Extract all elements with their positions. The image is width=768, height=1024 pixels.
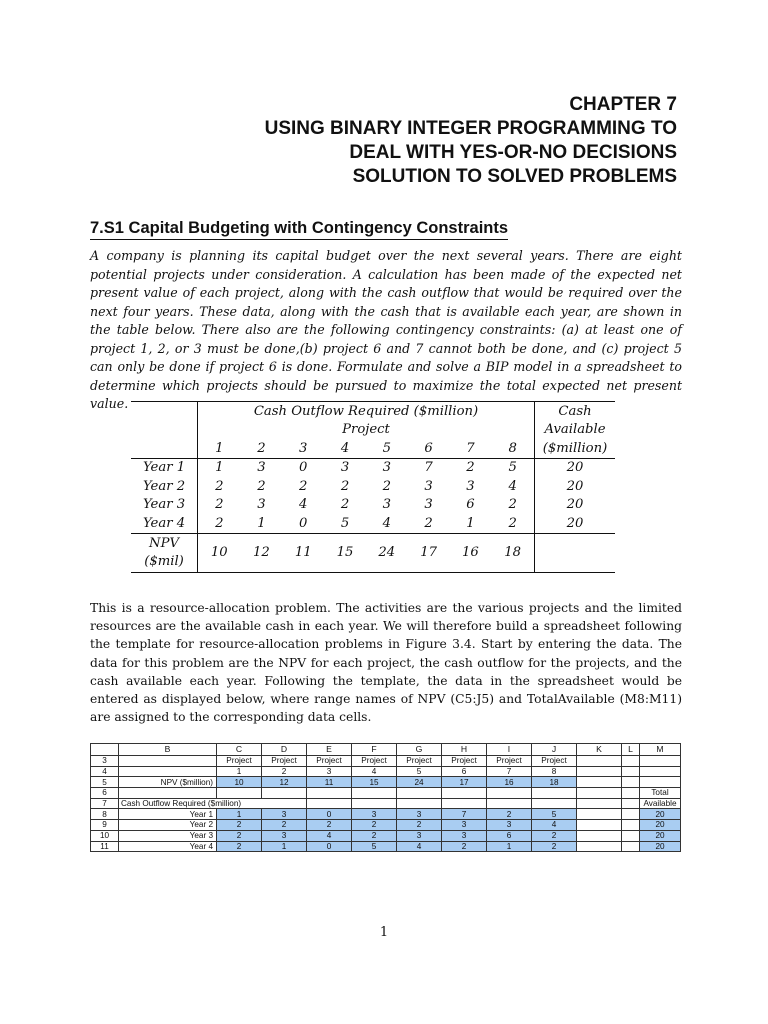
- cell-value: 2: [340, 497, 350, 513]
- cell-value: 3: [382, 497, 392, 513]
- sheet-cell: Project: [217, 756, 262, 767]
- column-header: E: [307, 744, 352, 756]
- total-header: Total: [640, 788, 681, 799]
- column-header: K: [577, 744, 622, 756]
- sheet-row: [91, 798, 681, 809]
- outflow-cell[interactable]: 4: [532, 820, 577, 831]
- cash-value: 20: [535, 477, 616, 496]
- cell-value: 1: [198, 458, 241, 477]
- npv-label: NPV: [149, 535, 179, 551]
- project-header: Project: [198, 421, 535, 440]
- npv-cell[interactable]: 17: [442, 777, 487, 788]
- npv-cell[interactable]: 12: [262, 777, 307, 788]
- available-cell[interactable]: 20: [640, 830, 681, 841]
- cell-value: 2: [466, 460, 475, 476]
- npv-value: 10: [198, 533, 241, 572]
- project-number: 3: [282, 439, 324, 458]
- column-header: D: [262, 744, 307, 756]
- year-label: Year 1: [143, 460, 186, 476]
- cell-value: 2: [382, 478, 392, 494]
- cell-value: 2: [508, 497, 517, 513]
- intro-paragraph: A company is planning its capital budget over the next several years. There are eight potential projects under consideration. A calculation has been made of the expected net present value of each project, along with the cash outflow that would be required over the next four years. These data, along with the cash that is available each year, are shown in the table below. There also are the following contingency constraints: (a) at least one of project 1, 2, or 3 must be done,(b) project 6 and 7 cannot both be done, and (c) project 5 can only be done if project 6 is done. Formulate and solve a BIP model in a spreadsheet to determine which projects should be pursued to maximize the total expected net present value.: [90, 248, 682, 411]
- chapter-title-line2: DEAL WITH YES-OR-NO DECISIONS: [349, 142, 677, 163]
- sheet-row: [91, 841, 681, 852]
- cell-value: 2: [198, 477, 241, 496]
- sheet-cell: 3: [307, 766, 352, 777]
- outflow-cell[interactable]: 3: [442, 820, 487, 831]
- npv-value: 12: [241, 533, 283, 572]
- outflow-cell[interactable]: 6: [487, 830, 532, 841]
- cell-value: 4: [508, 478, 517, 494]
- cell-value: 6: [466, 497, 475, 513]
- outflow-cell[interactable]: 2: [352, 820, 397, 831]
- npv-value: 24: [366, 533, 408, 572]
- outflow-header: Cash Outflow Required ($million): [198, 402, 535, 421]
- row-number: 4: [91, 766, 119, 777]
- table-row: [131, 458, 615, 477]
- outflow-cell[interactable]: 4: [307, 830, 352, 841]
- chapter-heading: [265, 93, 677, 189]
- outflow-cell[interactable]: 5: [352, 841, 397, 852]
- npv-value: 16: [450, 533, 492, 572]
- year-label: Year 2: [143, 478, 186, 494]
- npv-cell[interactable]: 18: [532, 777, 577, 788]
- outflow-cell[interactable]: 0: [307, 841, 352, 852]
- row-number: 3: [91, 756, 119, 767]
- column-header: M: [640, 744, 681, 756]
- sheet-cell: 8: [532, 766, 577, 777]
- spreadsheet: [90, 743, 681, 852]
- problem-data-table: [131, 401, 615, 573]
- cell-value: 2: [257, 478, 266, 494]
- year-label: Year 4: [119, 841, 217, 852]
- column-header: C: [217, 744, 262, 756]
- outflow-cell[interactable]: 3: [262, 830, 307, 841]
- sheet-cell: Project: [352, 756, 397, 767]
- column-header: G: [397, 744, 442, 756]
- outflow-cell[interactable]: 1: [487, 841, 532, 852]
- table-row: [131, 477, 615, 496]
- outflow-cell[interactable]: 2: [532, 841, 577, 852]
- sheet-row: [91, 766, 681, 777]
- outflow-cell[interactable]: 2: [307, 820, 352, 831]
- cell-value: 1: [241, 514, 283, 533]
- npv-value: 18: [491, 533, 534, 572]
- outflow-cell[interactable]: 3: [262, 809, 307, 820]
- outflow-cell[interactable]: 1: [217, 809, 262, 820]
- npv-row-label: NPV ($million): [119, 777, 217, 788]
- cell-value: 2: [408, 514, 450, 533]
- column-header: I: [487, 744, 532, 756]
- outflow-cell[interactable]: 7: [442, 809, 487, 820]
- outflow-cell[interactable]: 2: [442, 841, 487, 852]
- outflow-cell[interactable]: 3: [442, 830, 487, 841]
- body-paragraph: This is a resource-allocation problem. The activities are the various projects and the limited resources are the available cash in each year. We will therefore build a spreadsheet following the template for resource-allocation problems in Figure 3.4. Start by entering the data. The data for this problem are the NPV for each project, the cash outflow for the projects, and the cash available each year. Following the template, the data in the spreadsheet would be entered as displayed below, where range names of NPV (C5:J5) and TotalAvailable (M8:M11) are assigned to the corresponding data cells.: [90, 601, 682, 725]
- outflow-cell[interactable]: 4: [397, 841, 442, 852]
- npv-cell[interactable]: 16: [487, 777, 532, 788]
- cell-value: 4: [366, 514, 408, 533]
- project-number: 1: [198, 439, 241, 458]
- row-number: 5: [91, 777, 119, 788]
- cell-value: 3: [424, 478, 433, 494]
- npv-cell[interactable]: 11: [307, 777, 352, 788]
- available-cell[interactable]: 20: [640, 820, 681, 831]
- cell-value: 2: [299, 478, 308, 494]
- outflow-cell[interactable]: 2: [487, 809, 532, 820]
- outflow-cell[interactable]: 3: [487, 820, 532, 831]
- year-label: Year 2: [119, 820, 217, 831]
- column-header-row: [91, 744, 681, 756]
- sheet-cell: 7: [487, 766, 532, 777]
- sheet-row: [91, 788, 681, 799]
- cash-value: 20: [535, 514, 616, 533]
- year-label: Year 3: [143, 497, 186, 513]
- year-label: Year 1: [119, 809, 217, 820]
- npv-value: 15: [324, 533, 366, 572]
- cell-value: 0: [299, 460, 308, 476]
- cash-header-2: Available: [535, 421, 616, 440]
- cell-value: 5: [324, 514, 366, 533]
- sheet-row: [91, 777, 681, 788]
- outflow-label: Cash Outflow Required ($million): [119, 798, 307, 809]
- npv-cell[interactable]: 15: [352, 777, 397, 788]
- project-number: 8: [491, 439, 534, 458]
- column-header: L: [622, 744, 640, 756]
- column-header: J: [532, 744, 577, 756]
- outflow-cell[interactable]: 2: [532, 830, 577, 841]
- sheet-row: [91, 809, 681, 820]
- cash-header-1: Cash: [535, 402, 616, 421]
- cell-value: 3: [340, 460, 350, 476]
- outflow-cell[interactable]: 2: [217, 841, 262, 852]
- outflow-cell[interactable]: 1: [262, 841, 307, 852]
- cell-value: 2: [491, 514, 534, 533]
- sheet-row: [91, 820, 681, 831]
- column-header: H: [442, 744, 487, 756]
- page-number: 1: [379, 925, 389, 940]
- project-number: 4: [324, 439, 366, 458]
- outflow-cell[interactable]: 2: [262, 820, 307, 831]
- cell-value: 0: [282, 514, 324, 533]
- cash-value: 20: [535, 496, 616, 515]
- cell-value: 2: [198, 514, 241, 533]
- cell-value: 3: [466, 478, 475, 494]
- cell-value: 2: [198, 496, 241, 515]
- outflow-cell[interactable]: 2: [217, 820, 262, 831]
- sheet-cell: Project: [262, 756, 307, 767]
- cell-value: 2: [340, 478, 350, 494]
- outflow-cell[interactable]: 3: [397, 830, 442, 841]
- section-title: 7.S1 Capital Budgeting with Contingency Constraints: [90, 219, 508, 240]
- available-header: Available: [640, 798, 681, 809]
- sheet-row: [91, 756, 681, 767]
- sheet-cell: 4: [352, 766, 397, 777]
- row-number: 6: [91, 788, 119, 799]
- outflow-cell[interactable]: 2: [397, 820, 442, 831]
- column-header: B: [119, 744, 217, 756]
- available-cell[interactable]: 20: [640, 809, 681, 820]
- row-number: 10: [91, 830, 119, 841]
- sheet-cell: Project: [307, 756, 352, 767]
- cash-header-3: ($million): [535, 439, 616, 458]
- row-number: 11: [91, 841, 119, 852]
- outflow-cell[interactable]: 3: [397, 809, 442, 820]
- sheet-cell: Project: [532, 756, 577, 767]
- sheet-cell: 2: [262, 766, 307, 777]
- chapter-number: CHAPTER 7: [569, 94, 677, 115]
- cash-value: 20: [535, 458, 616, 477]
- row-number: 8: [91, 809, 119, 820]
- chapter-subtitle: SOLUTION TO SOLVED PROBLEMS: [352, 166, 677, 187]
- sheet-row: [91, 830, 681, 841]
- sheet-cell: 1: [217, 766, 262, 777]
- cell-value: 4: [299, 497, 308, 513]
- npv-value: 11: [282, 533, 324, 572]
- chapter-title-line1: USING BINARY INTEGER PROGRAMMING TO: [264, 118, 677, 139]
- available-cell[interactable]: 20: [640, 841, 681, 852]
- cell-value: 3: [424, 497, 433, 513]
- sheet-cell: Project: [397, 756, 442, 767]
- project-number: 5: [366, 439, 408, 458]
- cell-value: 1: [450, 514, 492, 533]
- cell-value: 7: [424, 460, 433, 476]
- npv-row: [131, 533, 615, 572]
- year-label: Year 3: [119, 830, 217, 841]
- outflow-cell[interactable]: 0: [307, 809, 352, 820]
- sheet-cell: Project: [487, 756, 532, 767]
- project-number: 7: [450, 439, 492, 458]
- cell-value: 3: [257, 460, 266, 476]
- npv-cell[interactable]: 10: [217, 777, 262, 788]
- project-number: 6: [408, 439, 450, 458]
- table-row: [131, 514, 615, 533]
- project-number: 2: [241, 439, 283, 458]
- column-header: F: [352, 744, 397, 756]
- row-number: 7: [91, 798, 119, 809]
- cell-value: 5: [508, 460, 517, 476]
- outflow-cell[interactable]: 5: [532, 809, 577, 820]
- cell-value: 3: [382, 460, 392, 476]
- cell-value: 3: [257, 497, 266, 513]
- sheet-cell: Project: [442, 756, 487, 767]
- year-label: Year 4: [131, 514, 198, 533]
- npv-cell[interactable]: 24: [397, 777, 442, 788]
- sheet-cell: 5: [397, 766, 442, 777]
- table-row: [131, 496, 615, 515]
- outflow-cell[interactable]: 2: [217, 830, 262, 841]
- npv-value: 17: [408, 533, 450, 572]
- sheet-cell: 6: [442, 766, 487, 777]
- row-number: 9: [91, 820, 119, 831]
- outflow-cell[interactable]: 2: [352, 830, 397, 841]
- npv-unit: ($mil): [144, 553, 184, 569]
- outflow-cell[interactable]: 3: [352, 809, 397, 820]
